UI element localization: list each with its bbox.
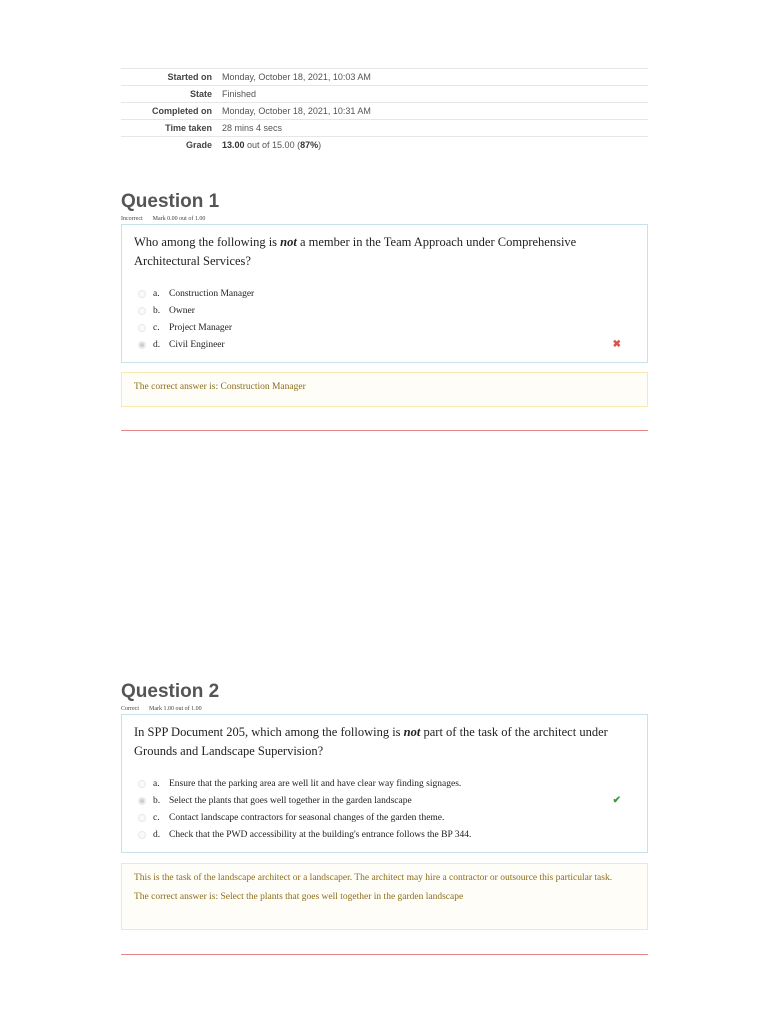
question-block-2 xyxy=(121,680,648,955)
correct-answer-text: The correct answer is: Construction Manager xyxy=(134,382,306,392)
question-text xyxy=(134,233,635,271)
answer-option-a[interactable] xyxy=(134,285,635,302)
radio-button[interactable] xyxy=(138,780,146,788)
summary-value: 28 mins 4 secs xyxy=(222,123,283,133)
question-divider xyxy=(121,954,648,955)
question-info xyxy=(121,704,648,714)
summary-label: Started on xyxy=(167,72,212,82)
answer-option-b[interactable] xyxy=(134,792,635,809)
answer-option-c[interactable] xyxy=(134,319,635,336)
question-block-1 xyxy=(121,190,648,431)
answer-option-a[interactable] xyxy=(134,775,635,792)
radio-button[interactable] xyxy=(138,814,146,822)
correct-answer-text: The correct answer is: Select the plants that goes well together in the garden landscape xyxy=(134,892,464,902)
answer-text: Select the plants that goes well together in the garden landscape xyxy=(169,795,412,806)
question-content-box xyxy=(121,224,648,363)
question-text-part: part of the task of the architect under Grounds and Landscape Supervision? xyxy=(134,725,608,758)
answer-text: Project Manager xyxy=(169,322,233,333)
grade-out-of: out of 15.00 ( xyxy=(244,140,301,150)
cross-icon: ✖ xyxy=(612,339,621,350)
feedback-box xyxy=(121,863,648,930)
question-info xyxy=(121,214,648,224)
answer-letter: a. xyxy=(153,288,160,299)
feedback-explanation: This is the task of the landscape architect or a landscaper. The architect may hire a contractor or outsource this particular task. xyxy=(134,873,613,883)
answer-letter: d. xyxy=(153,339,161,350)
summary-row-state xyxy=(121,86,648,103)
summary-row-time-taken xyxy=(121,120,648,137)
radio-button-selected[interactable] xyxy=(138,341,146,349)
attempt-summary-table xyxy=(121,68,648,153)
summary-value: Monday, October 18, 2021, 10:31 AM xyxy=(222,106,371,116)
question-text-part: Who among the following is xyxy=(134,235,281,249)
answer-text: Civil Engineer xyxy=(169,339,225,350)
summary-label: Grade xyxy=(185,140,212,150)
radio-button-selected[interactable] xyxy=(138,797,146,805)
answer-option-d[interactable] xyxy=(134,826,635,843)
answer-text: Contact landscape contractors for seasonal changes of the garden theme. xyxy=(169,812,445,823)
answer-letter: d. xyxy=(153,829,161,840)
summary-label: State xyxy=(189,89,212,99)
answer-text: Check that the PWD accessibility at the building's entrance follows the BP 344. xyxy=(169,829,472,840)
answer-letter: b. xyxy=(153,795,161,806)
summary-value: Finished xyxy=(222,89,257,99)
question-status: Incorrect xyxy=(121,216,143,222)
answer-text: Owner xyxy=(169,305,195,316)
grade-score: 13.00 xyxy=(222,140,245,150)
summary-label: Completed on xyxy=(152,106,212,116)
summary-value: Monday, October 18, 2021, 10:03 AM xyxy=(222,72,371,82)
grade-close-paren: ) xyxy=(318,140,322,150)
answer-option-c[interactable] xyxy=(134,809,635,826)
radio-button[interactable] xyxy=(138,307,146,315)
question-divider xyxy=(121,430,648,431)
answer-option-d[interactable] xyxy=(134,336,635,353)
grade-value xyxy=(222,140,321,150)
radio-button[interactable] xyxy=(138,290,146,298)
question-text-emphasis: not xyxy=(280,235,297,249)
question-status: Correct xyxy=(121,706,139,712)
answer-letter: a. xyxy=(153,778,160,789)
radio-button[interactable] xyxy=(138,831,146,839)
question-text xyxy=(134,723,635,761)
answer-text: Ensure that the parking area are well lit and have clear way finding signages. xyxy=(169,778,462,789)
summary-row-completed xyxy=(121,103,648,120)
answer-list xyxy=(134,285,635,353)
question-mark: Mark 1.00 out of 1.00 xyxy=(149,706,202,712)
answer-text: Construction Manager xyxy=(169,288,255,299)
question-mark: Mark 0.00 out of 1.00 xyxy=(152,216,206,222)
summary-row-started xyxy=(121,69,648,86)
feedback-box xyxy=(121,372,648,407)
question-text-part: a member in the Team Approach under Comprehensive Architectural Services? xyxy=(134,235,577,268)
answer-list xyxy=(134,775,635,843)
summary-label: Time taken xyxy=(165,123,212,133)
check-icon: ✔ xyxy=(612,795,621,806)
answer-letter: b. xyxy=(153,305,161,316)
question-title: Question 2 xyxy=(121,681,220,702)
answer-letter: c. xyxy=(153,812,160,823)
radio-button[interactable] xyxy=(138,324,146,332)
answer-option-b[interactable] xyxy=(134,302,635,319)
question-title: Question 1 xyxy=(121,191,220,212)
question-text-part: In SPP Document 205, which among the following is xyxy=(134,725,404,739)
grade-percent: 87% xyxy=(300,140,319,150)
summary-row-grade xyxy=(121,137,648,153)
question-content-box xyxy=(121,714,648,853)
question-text-emphasis: not xyxy=(403,725,421,739)
answer-letter: c. xyxy=(153,322,160,333)
